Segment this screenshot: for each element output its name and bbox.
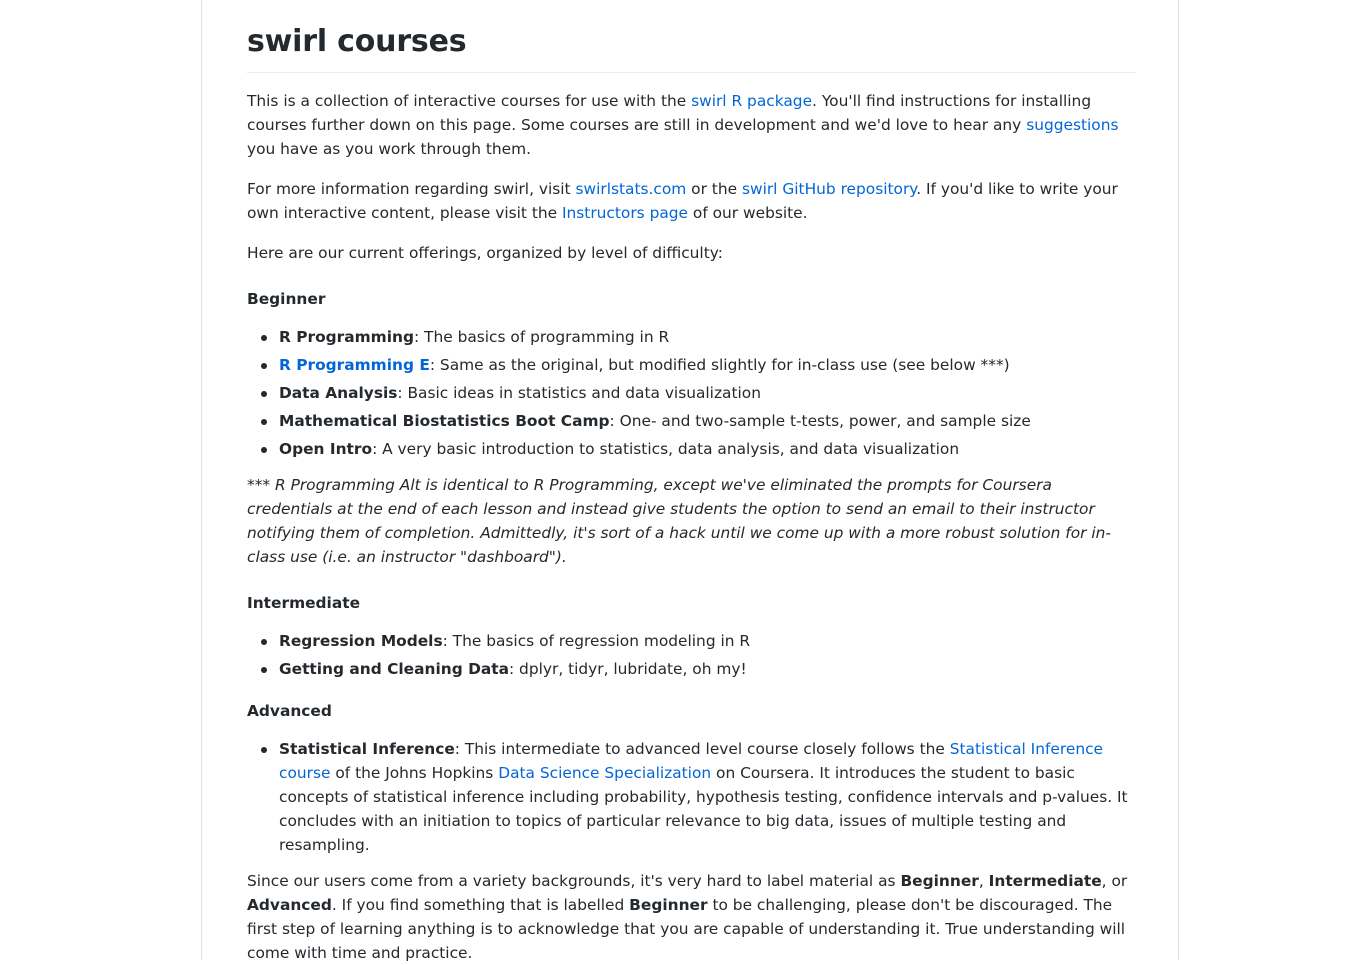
intro-text: . If you'd like to write your own interactive content, please visit the — [247, 180, 1118, 222]
page-title: swirl courses — [247, 0, 1136, 73]
course-name: Data Analysis — [279, 384, 398, 402]
list-item — [279, 353, 1136, 377]
closing-text: Since our users come from a variety backgrounds, it's very hard to label material as — [247, 872, 901, 890]
closing-text: , — [978, 872, 989, 890]
course-desc: : This intermediate to advanced level course closely follows the — [454, 740, 950, 758]
list-item — [279, 657, 1136, 681]
intro-text: of our website. — [688, 204, 808, 222]
intermediate-heading: Intermediate — [247, 594, 361, 612]
course-desc: of the Johns Hopkins — [330, 764, 499, 782]
closing-bold: Beginner — [900, 872, 979, 890]
closing-bold: Intermediate — [988, 872, 1102, 890]
bullet-icon — [261, 419, 267, 425]
closing-text: to be challenging, please don't be discouraged. The first step of learning anything is to acknowledge that you are capable of understanding it. True understanding will come with time and practice. — [247, 896, 1126, 962]
data-science-specialization-link[interactable]: Data Science Specialization — [498, 764, 712, 782]
closing-bold: Beginner — [629, 896, 708, 914]
intro-text: This is a collection of interactive courses for use with the — [247, 92, 692, 110]
course-name: Regression Models — [279, 632, 443, 650]
readme-container — [201, 0, 1179, 960]
intro-paragraph-1 — [247, 89, 1136, 161]
advanced-heading: Advanced — [247, 702, 332, 720]
bullet-icon — [261, 747, 267, 753]
list-item — [279, 381, 1136, 405]
course-name: Open Intro — [279, 440, 373, 458]
statistical-inference-course-link[interactable]: Statistical Inference course — [279, 740, 1104, 782]
bullet-icon — [261, 667, 267, 673]
instructors-page-link[interactable]: Instructors page — [561, 204, 689, 222]
course-name: R Programming E — [279, 356, 430, 374]
intro-text: For more information regarding swirl, visit — [247, 180, 576, 198]
list-item — [279, 737, 1136, 857]
beginner-heading: Beginner — [247, 290, 326, 308]
course-desc: : The basics of programming in R — [413, 328, 670, 346]
course-desc: : Basic ideas in statistics and data visualization — [397, 384, 761, 402]
course-name: R Programming — [279, 328, 414, 346]
suggestions-link[interactable]: suggestions — [1026, 116, 1119, 134]
swirl-github-link[interactable]: swirl GitHub repository — [741, 180, 917, 198]
intro-paragraph-2 — [247, 177, 1136, 225]
readme-content — [247, 0, 1136, 965]
advanced-list — [247, 737, 1136, 857]
intro-text: . You'll find instructions for installing courses further down on this page. Some courses are still in development and we'd love to hear any — [247, 92, 1092, 134]
r-programming-e-link[interactable] — [279, 356, 430, 374]
closing-paragraph — [247, 869, 1136, 965]
course-desc: : A very basic introduction to statistics, data analysis, and data visualization — [372, 440, 960, 458]
course-name: Getting and Cleaning Data — [279, 660, 509, 678]
closing-text: . If you find something that is labelled — [331, 896, 630, 914]
intro-text: you have as you work through them. — [247, 140, 531, 158]
bullet-icon — [261, 363, 267, 369]
intro-paragraph-3: Here are our current offerings, organized by level of difficulty: — [247, 244, 723, 262]
course-name: Mathematical Biostatistics Boot Camp — [279, 412, 610, 430]
course-desc: on Coursera. It introduces the student to basic concepts of statistical inference including probability, hypothesis testing, confidence intervals and p-values. It concludes with an initiation to topics of particular relevance to big data, issues of multiple testing and resampling. — [279, 764, 1128, 854]
bullet-icon — [261, 335, 267, 341]
bullet-icon — [261, 391, 267, 397]
swirlstats-link[interactable]: swirlstats.com — [575, 180, 687, 198]
intro-text: or the — [686, 180, 742, 198]
course-desc: : Same as the original, but modified slightly for in-class use (see below ***) — [429, 356, 1010, 374]
course-desc: : The basics of regression modeling in R — [442, 632, 751, 650]
beginner-note: *** R Programming Alt is identical to R Programming, except we've eliminated the prompts for Coursera credentials at the end of each lesson and instead give students the option to send an email to their instructor notifying them of completion. Admittedly, it's sort of a hack until we come up with a more robust solution for in-class use (i.e. an instructor "dashboard"). — [247, 476, 1111, 566]
bullet-icon — [261, 639, 267, 645]
list-item — [279, 629, 1136, 653]
list-item — [279, 409, 1136, 433]
bullet-icon — [261, 447, 267, 453]
closing-text: , or — [1101, 872, 1128, 890]
list-item — [279, 437, 1136, 461]
course-name: Statistical Inference — [279, 740, 455, 758]
beginner-list — [247, 325, 1136, 461]
course-desc: : One- and two-sample t-tests, power, and sample size — [609, 412, 1031, 430]
intermediate-list — [247, 629, 1136, 681]
list-item — [279, 325, 1136, 349]
swirl-r-package-link[interactable]: swirl R package — [691, 92, 813, 110]
course-desc: : dplyr, tidyr, lubridate, oh my! — [508, 660, 747, 678]
closing-bold: Advanced — [247, 896, 332, 914]
